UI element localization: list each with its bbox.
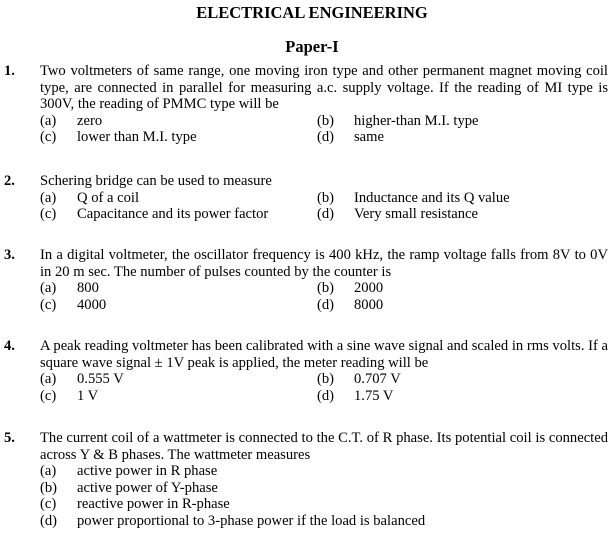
question-3 [4, 247, 608, 313]
option-c: (c) 1 V [40, 387, 99, 404]
question-5 [4, 430, 608, 530]
subject-title: ELECTRICAL ENGINEERING [196, 3, 428, 22]
question-number: 5. [4, 430, 15, 446]
option-c: (c) reactive power in R-phase [40, 496, 230, 513]
option-d: (d) Very small resistance [317, 206, 479, 223]
option-a: (a) zero [40, 112, 103, 129]
option-c: (c) lower than M.I. type [40, 129, 197, 146]
question-text: The current coil of a wattmeter is connected to the C.T. of R phase. Its potential coil is connected across Y & B phases. The wattmeter measures [40, 430, 608, 463]
question-text: In a digital voltmeter, the oscillator frequency is 400 kHz, the ramp voltage falls from 8V to 0V in 20 m sec. The number of pulses counted by the counter is [40, 247, 608, 280]
options-list [40, 463, 608, 529]
option-b: (b) Inductance and its Q value [317, 189, 510, 206]
option-d: (d) 1.75 V [317, 387, 394, 404]
options-grid [40, 371, 608, 404]
option-d: (d) 8000 [317, 296, 384, 313]
question-number: 2. [4, 173, 15, 189]
paper-title: Paper-I [285, 37, 339, 56]
option-a: (a) active power in R phase [40, 463, 218, 480]
option-a: (a) Q of a coil [40, 189, 140, 206]
option-c: (c) Capacitance and its power factor [40, 206, 269, 223]
option-a: (a) 0.555 V [40, 371, 124, 388]
question-text: Schering bridge can be used to measure [40, 173, 272, 189]
options-grid [40, 190, 608, 223]
question-text: Two voltmeters of same range, one moving iron type and other permanent magnet moving coil type, are connected in parallel for measuring a.c. supply voltage. If the reading of MI type is 300V, the reading of PMMC type will be [40, 63, 608, 113]
option-c: (c) 4000 [40, 296, 107, 313]
options-grid [40, 280, 608, 313]
question-number: 3. [4, 247, 15, 263]
option-d: (d) power proportional to 3-phase power if the load is balanced [40, 512, 426, 529]
option-d: (d) same [317, 129, 384, 146]
options-grid [40, 113, 608, 146]
question-text: A peak reading voltmeter has been calibrated with a sine wave signal and scaled in rms volts. If a square wave signal ± 1V peak is applied, the meter reading will be [40, 338, 608, 371]
question-1 [4, 63, 608, 146]
option-b: (b) 0.707 V [317, 371, 401, 388]
option-b: (b) higher-than M.I. type [317, 112, 479, 129]
question-number: 4. [4, 338, 15, 354]
question-4 [4, 338, 608, 404]
option-b: (b) active power of Y-phase [40, 479, 218, 496]
option-a: (a) 800 [40, 280, 99, 297]
option-b: (b) 2000 [317, 280, 384, 297]
question-number: 1. [4, 63, 15, 79]
question-2 [4, 173, 608, 223]
